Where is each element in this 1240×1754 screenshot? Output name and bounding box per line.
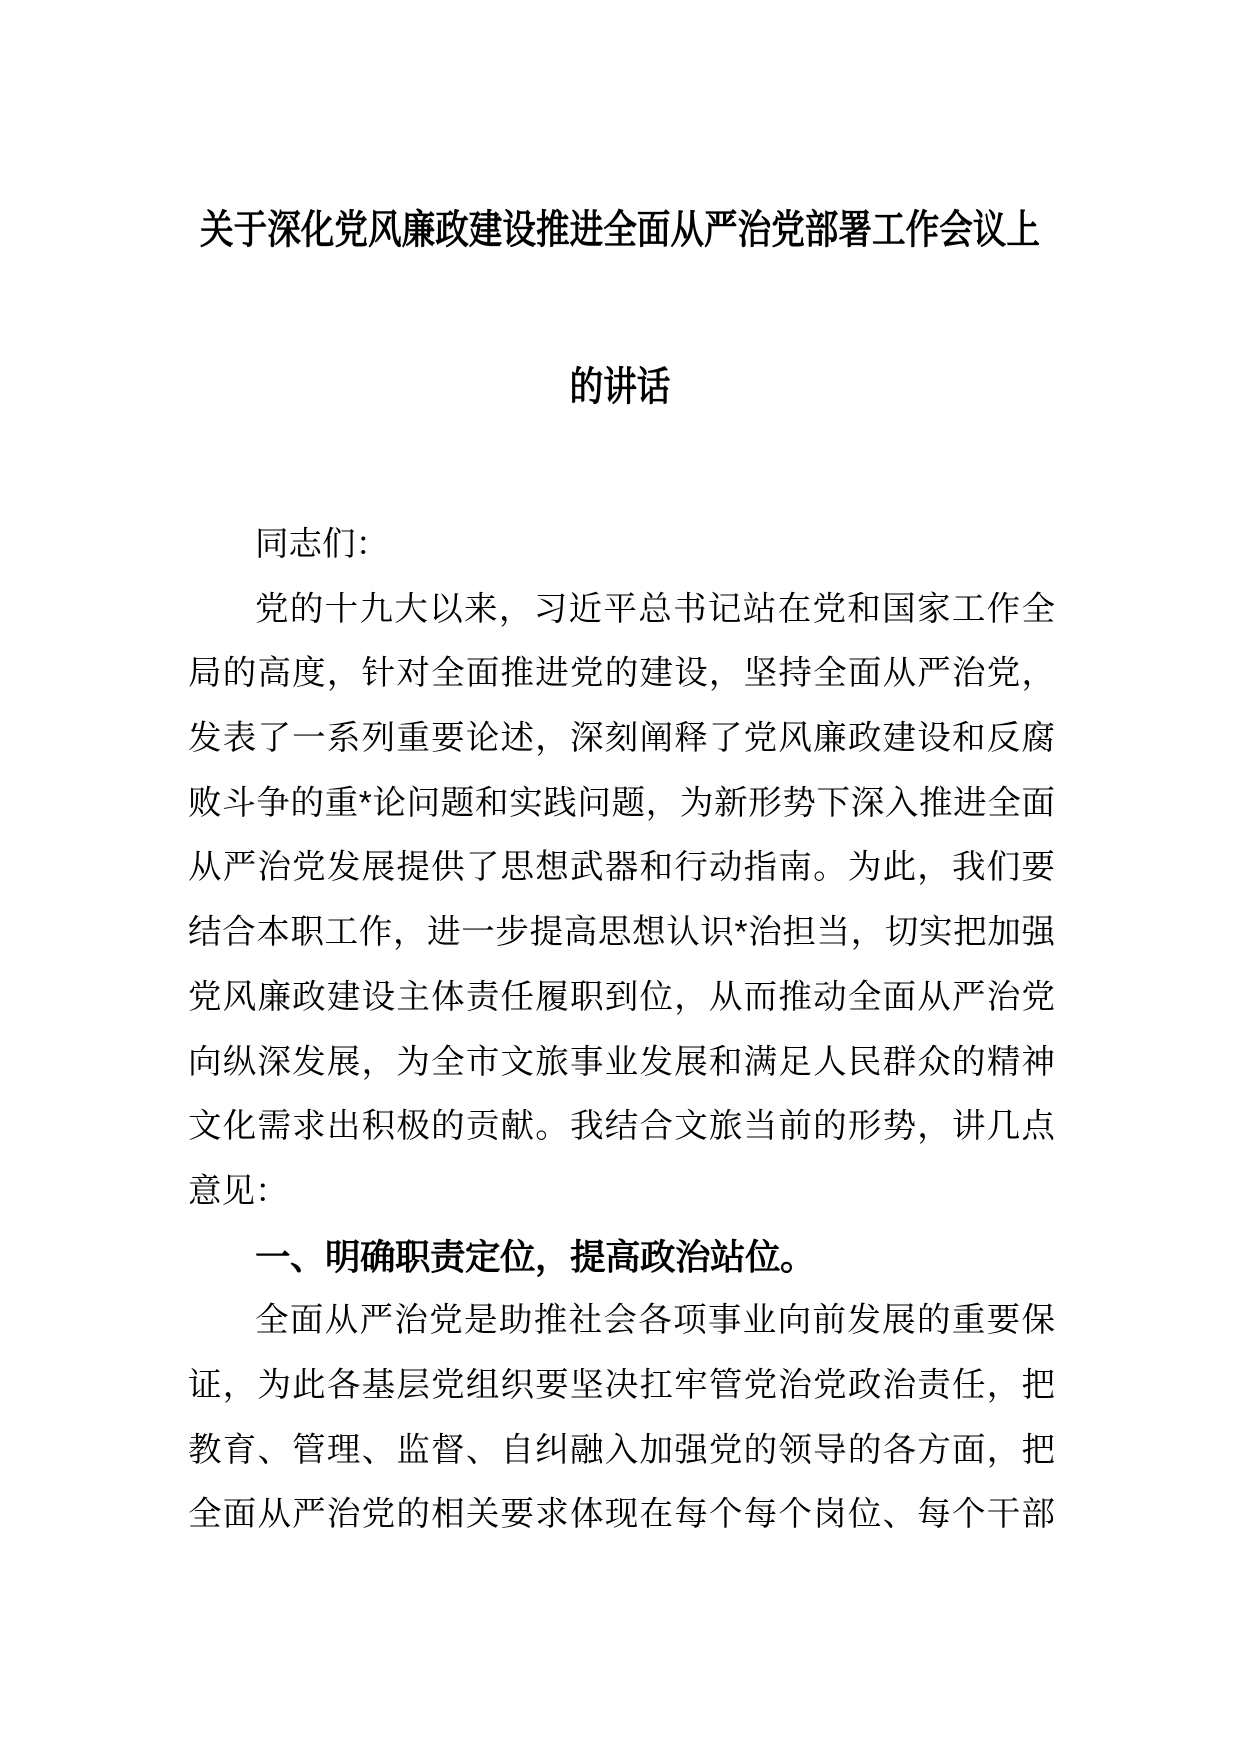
body-line: 党的十九大以来，习近平总书记站在党和国家工作全 bbox=[255, 590, 1055, 628]
section-heading: 一、明确职责定位，提高政治站位。 bbox=[255, 1236, 816, 1277]
body-line: 文化需求出积极的贡献。我结合文旅当前的形势，讲几点 bbox=[188, 1108, 1055, 1146]
body-line: 向纵深发展，为全市文旅事业发展和满足人民群众的精神 bbox=[188, 1043, 1055, 1081]
body-line: 党风廉政建设主体责任履职到位，从而推动全面从严治党 bbox=[188, 978, 1055, 1016]
body-line: 从严治党发展提供了思想武器和行动指南。为此，我们要 bbox=[188, 849, 1055, 887]
body-line: 证，为此各基层党组织要坚决扛牢管党治党政治责任，把 bbox=[188, 1366, 1055, 1404]
document-title-line-1: 关于深化党风廉政建设推进全面从严治党部署工作会议上 bbox=[200, 208, 1040, 252]
body-line-salutation: 同志们： bbox=[255, 526, 389, 563]
document-title-line-2: 的讲话 bbox=[569, 365, 671, 409]
body-line: 败斗争的重*论问题和实践问题，为新形势下深入推进全面 bbox=[188, 784, 1055, 822]
body-line: 全面从严治党的相关要求体现在每个每个岗位、每个干部 bbox=[188, 1496, 1055, 1534]
body-line: 意见： bbox=[188, 1172, 289, 1210]
body-line: 发表了一系列重要论述，深刻阐释了党风廉政建设和反腐 bbox=[188, 720, 1055, 758]
body-line: 全面从严治党是助推社会各项事业向前发展的重要保 bbox=[255, 1302, 1055, 1340]
body-line: 局的高度，针对全面推进党的建设，坚持全面从严治党， bbox=[188, 655, 1055, 693]
body-line: 结合本职工作，进一步提高思想认识*治担当，切实把加强 bbox=[188, 914, 1055, 952]
document-body bbox=[188, 513, 1055, 1548]
body-line: 教育、管理、监督、自纠融入加强党的领导的各方面，把 bbox=[188, 1431, 1055, 1469]
